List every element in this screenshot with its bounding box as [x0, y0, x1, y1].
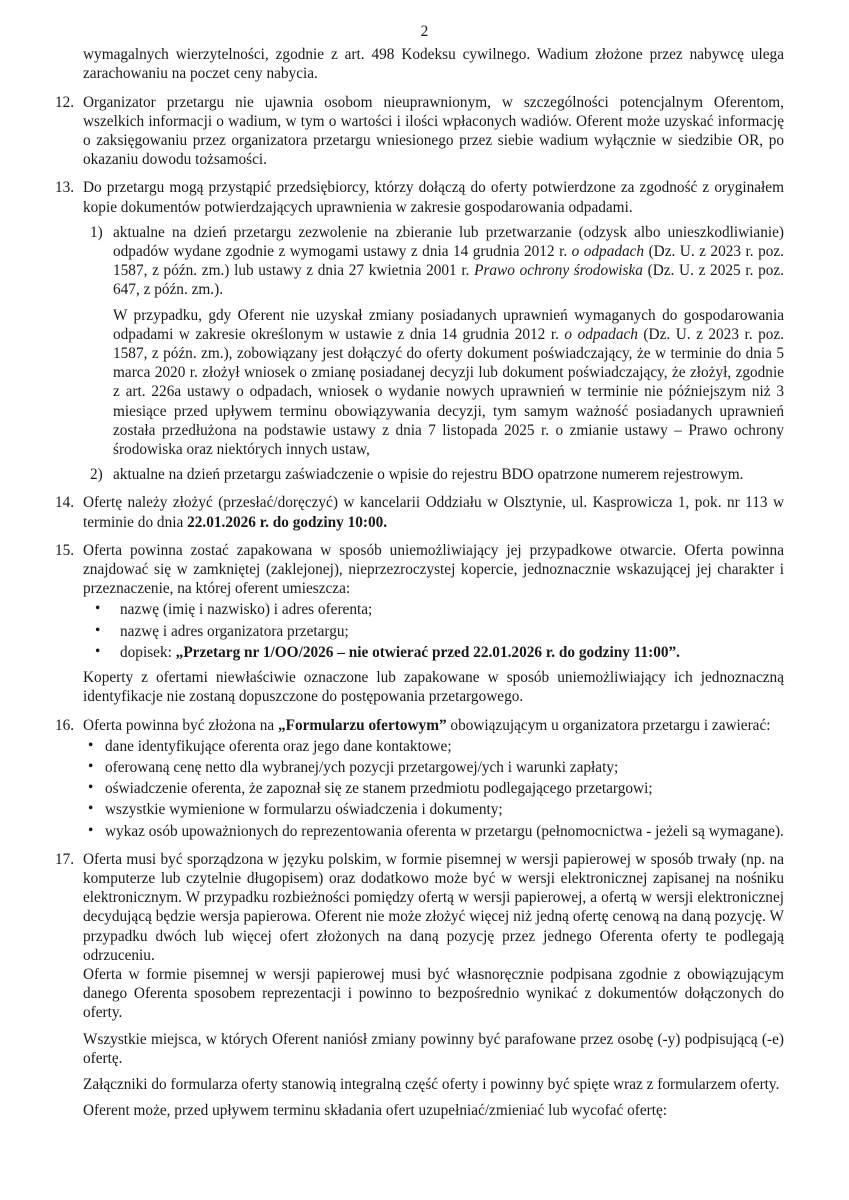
- numbered-item-13: [55, 178, 784, 484]
- bullet-icon: •: [88, 736, 94, 754]
- numbered-item-16: [55, 716, 784, 841]
- item-number: 17.: [55, 850, 75, 868]
- sub-item-marker: 2): [90, 466, 103, 484]
- bullet-list: [83, 737, 784, 841]
- numbered-item-17: [55, 850, 784, 1121]
- bullet-icon: •: [88, 800, 94, 818]
- item-number: 15.: [55, 541, 75, 559]
- sub-item-text: aktualne na dzień przetargu zezwolenie na zbieranie lub przetwarzanie (odzysk albo unieszkodliwianie) odpadów wydane zgodnie z wymogami ustawy z dnia 14 grudnia 2012 r. o odpadach (Dz. U. z 2023 r. poz. 1587, z późn. zm.) lub ustawy z dnia 27 kwietnia 2001 r. Prawo ochrony środowiska (Dz. U. z 2025 r. poz. 647, z późn. zm.).: [113, 223, 784, 299]
- bullet-item: [88, 800, 784, 819]
- numbered-item-15: [55, 541, 784, 707]
- numbered-item-12: [55, 93, 784, 170]
- bullet-icon: •: [95, 642, 101, 660]
- bullet-item: [88, 822, 784, 841]
- document-content: [0, 45, 849, 1120]
- item-number: 13.: [55, 179, 75, 197]
- item-number: 16.: [55, 716, 75, 734]
- item-number: 12.: [55, 93, 75, 111]
- bullet-text: dane identyfikujące oferenta oraz jego dane kontaktowe;: [105, 737, 452, 755]
- item-text: Ofertę należy złożyć (przesłać/doręczyć) w kancelarii Oddziału w Olsztynie, ul. Kasprowicza 1, pok. nr 113 w terminie do dnia 22.01.2026 r. do godziny 10:00.: [83, 494, 784, 531]
- bullet-text: nazwę i adres organizatora przetargu;: [120, 622, 349, 640]
- bullet-icon: •: [88, 779, 94, 797]
- continuation-paragraph: wymagalnych wierzytelności, zgodnie z art. 498 Kodeksu cywilnego. Wadium złożone przez nabywcę ulega zarachowaniu na poczet ceny nabycia.: [83, 46, 784, 83]
- bullet-icon: •: [88, 821, 94, 839]
- sub-item-marker: 1): [90, 223, 103, 241]
- changes-initialed-paragraph: Wszystkie miejsca, w których Oferent naniósł zmiany powinny być parafowane przez osobę (-y) podpisującą (-e) ofertę.: [83, 1030, 784, 1067]
- item-text-continued: Oferta w formie pisemnej w wersji papierowej musi być własnoręcznie podpisana zgodnie z obowiązującym danego Oferenta sposobem reprezentacji i powinno to bezpośrednio wynikać z dokumentów dołączonych do oferty.: [83, 965, 784, 1022]
- item-number: 14.: [55, 494, 75, 512]
- sub-item-2: [90, 465, 784, 484]
- bullet-item: [95, 622, 784, 641]
- sub-item-1: [90, 223, 784, 300]
- bullet-item: [88, 758, 784, 777]
- item-text: Oferta musi być sporządzona w języku polskim, w formie pisemnej w wersji papierowej w sposób trwały (np. na komputerze lub czytelnie długopisem) oraz dodatkowo może być w wersji elektronicznej zapisanej na nośniku elektronicznym. W przypadku rozbieżności pomiędzy ofertą w wersji papierowej, a ofertą w wersji elektronicznej decydującą będzie wersja papierowa. Oferent nie może złożyć więcej niż jedną ofertę cenową na daną pozycję. W przypadku dwóch lub więcej ofert złożonych na daną pozycję przez jednego Oferenta oferty te podlegają odrzuceniu.: [83, 850, 784, 964]
- attachments-paragraph: Załączniki do formularza oferty stanowią integralną część oferty i powinny być spięte wraz z formularzem oferty.: [83, 1075, 780, 1093]
- bullet-icon: •: [88, 757, 94, 775]
- bullet-text: oświadczenie oferenta, że zapoznał się ze stanem przedmiotu podlegającego przetargowi;: [105, 780, 653, 798]
- bullet-text: oferowaną cenę netto dla wybranej/ych pozycji przetargowej/ych i warunki zapłaty;: [105, 758, 619, 776]
- bullet-text: wykaz osób upoważnionych do reprezentowania oferenta w przetargu (pełnomocnictwa - jeżeli są wymagane).: [105, 822, 784, 840]
- legal-note-paragraph: W przypadku, gdy Oferent nie uzyskał zmiany posiadanych uprawnień wymaganych do gospodarowania odpadami w zakresie określonym w ustawie z dnia 14 grudnia 2012 r. o odpadach (Dz. U. z 2023 r. poz. 1587, z późn. zm.), zobowiązany jest dołączyć do oferty dokument poświadczający, że w terminie do dnia 5 marca 2020 r. złożył wniosek o zmianę posiadanej decyzji lub dokument poświadczający, że złożył, zgodnie z art. 226a ustawy o odpadach, wniosek o wydanie nowych uprawnień w terminie nie późniejszym niż 3 miesiące przed upływem terminu obowiązywania decyzji, tym samym ważność posiadanych uprawnień została przedłużona na podstawie ustawy z dnia 7 listopada 2025 r. o zmianie ustawy – Prawo ochrony środowiska oraz niektórych innych ustaw,: [113, 306, 784, 459]
- numbered-item-14: [55, 493, 784, 531]
- item-text: Do przetargu mogą przystąpić przedsiębiorcy, którzy dołączą do oferty potwierdzone za zgodność z oryginałem kopie dokumentów potwierdzających uprawnienia w zakresie gospodarowania odpadami.: [83, 179, 784, 216]
- item-text: Organizator przetargu nie ujawnia osobom nieuprawnionym, w szczególności potencjalnym Oferentom, wszelkich informacji o wadium, w tym o wartości i ilości wpłaconych wadiów. Oferent może uzyskać informację o zaksięgowaniu przez organizatora przetargu wniesionego przez siebie wadium wyłącznie w siedzibie OR, po okazaniu dowodu tożsamości.: [83, 93, 784, 169]
- bullet-icon: •: [95, 600, 101, 618]
- bullet-text: wszystkie wymienione w formularzu oświadczenia i dokumenty;: [105, 801, 503, 819]
- bullet-item: [88, 779, 784, 798]
- envelope-note-paragraph: Koperty z ofertami niewłaściwie oznaczone lub zapakowane w sposób uniemożliwiający ich jednoznaczną identyfikacje nie zostaną dopuszczone do postępowania przetargowego.: [83, 669, 784, 706]
- bullet-item: [88, 737, 784, 756]
- bullet-item: [95, 643, 784, 662]
- bullet-text: nazwę (imię i nazwisko) i adres oferenta;: [120, 601, 373, 619]
- bullet-text: dopisek: „Przetarg nr 1/OO/2026 – nie otwierać przed 22.01.2026 r. do godziny 11:00”.: [120, 643, 680, 661]
- sub-item-text: aktualne na dzień przetargu zaświadczenie o wpisie do rejestru BDO opatrzone numerem rejestrowym.: [113, 466, 744, 484]
- bullet-list: [83, 600, 784, 662]
- item-text: Oferta powinna być złożona na „Formularzu ofertowym” obowiązującym u organizatora przetargu i zawierać:: [83, 716, 771, 734]
- offer-withdrawal-paragraph: Oferent może, przed upływem terminu składania ofert uzupełniać/zmieniać lub wycofać ofertę:: [83, 1102, 668, 1120]
- page-number: 2: [420, 23, 429, 40]
- bullet-icon: •: [95, 621, 101, 639]
- bullet-item: [95, 600, 784, 619]
- item-text: Oferta powinna zostać zapakowana w sposób uniemożliwiający jej przypadkowe otwarcie. Oferta powinna znajdować się w zamkniętej (zaklejonej), nieprzezroczystej kopercie, jednoznacznie wskazującej jej charakter i przeznaczenie, na której oferent umieszcza:: [83, 541, 784, 598]
